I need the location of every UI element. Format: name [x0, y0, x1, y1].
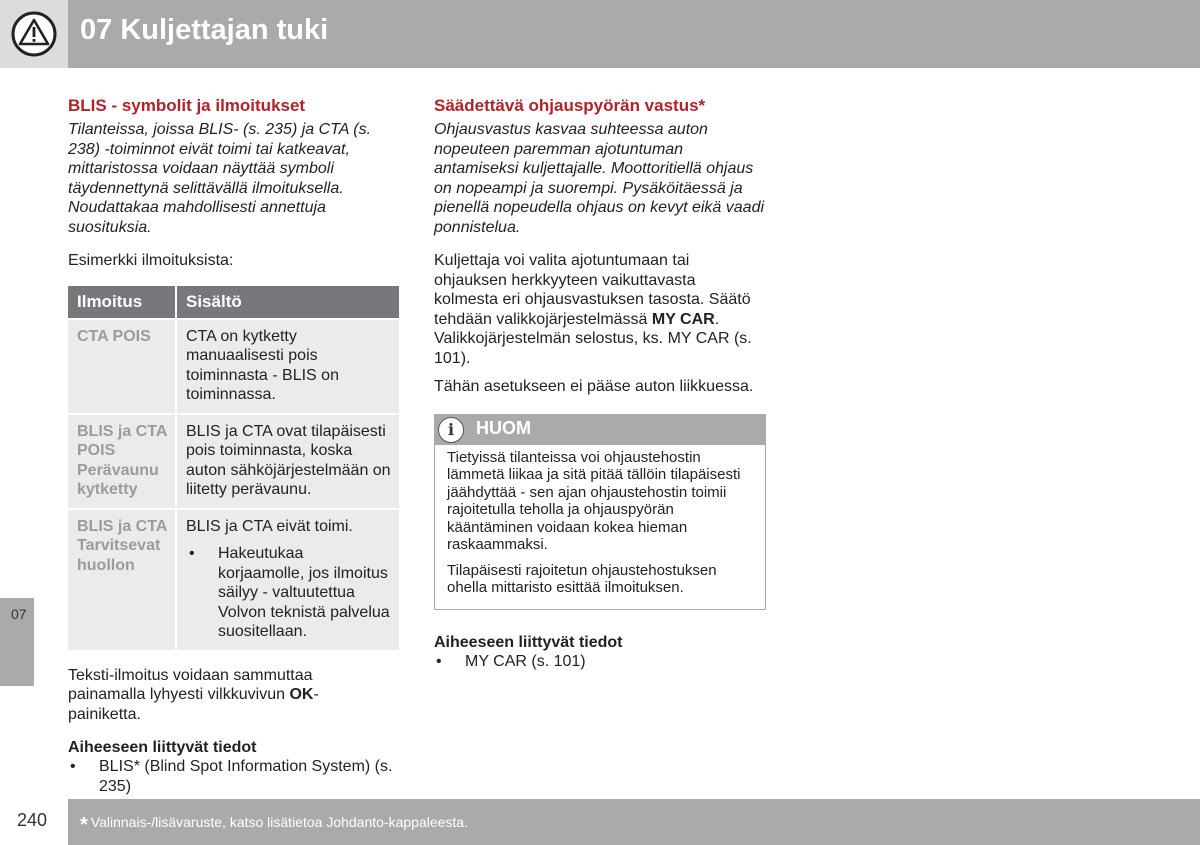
chapter-title: 07 Kuljettajan tuki	[80, 14, 329, 46]
para-text: Kuljettaja voi valita ajotuntumaan tai ohjauksen herkkyyteen vaikuttavasta kolmesta eri ohjausvastuksen tasosta. Säätö tehdään valikkojärjestelmässä	[434, 252, 751, 328]
list-item	[434, 652, 770, 672]
steering-para-2: Tähän asetukseen ei pääse auton liikkuessa.	[434, 378, 754, 395]
page-number: 240	[17, 810, 48, 830]
note-paragraph: Tilapäisesti rajoitetun ohjaustehostuksen ohella mittaristo esittää ilmoituksen.	[447, 561, 717, 596]
column-header-message: Ilmoitus	[68, 286, 177, 318]
info-icon: i	[438, 417, 464, 443]
my-car-label: MY CAR	[651, 310, 715, 328]
note-body	[435, 445, 765, 609]
footer-note	[80, 814, 468, 837]
footer-text: Valinnais-/lisävaruste, katso lisätietoa Johdanto-kappaleesta.	[90, 814, 468, 830]
message-cell: BLIS ja CTA Tarvitsevat huollon	[68, 508, 177, 650]
related-link[interactable]: BLIS* (Blind Spot Information System) (s. 235)	[99, 758, 393, 795]
column-header-content: Sisältö	[177, 286, 399, 318]
messages-table	[68, 286, 399, 650]
bullet-icon: •	[436, 652, 442, 670]
message-cell: CTA POIS	[68, 318, 177, 413]
list-item-text: Hakeutukaa korjaamolle, jos ilmoitus säilyy - valtuutettua Volvon teknistä palvelua suositellaan.	[218, 545, 390, 640]
related-heading: Aiheeseen liittyvät tiedot	[68, 739, 257, 756]
content-cell: CTA on kytketty manuaalisesti pois toiminnasta - BLIS on toiminnassa.	[177, 318, 399, 413]
chapter-side-tab	[0, 598, 34, 686]
chapter-number: 07	[11, 606, 27, 622]
bullet-icon: •	[70, 758, 76, 775]
header-icon-box	[0, 0, 68, 68]
content-text: BLIS ja CTA eivät toimi.	[186, 517, 353, 535]
right-column	[434, 96, 770, 671]
warning-triangle-icon	[0, 0, 68, 68]
list-item	[186, 544, 394, 642]
asterisk: *	[80, 814, 88, 836]
dismiss-instruction	[68, 666, 388, 725]
dismiss-text-end: -painiketta.	[68, 686, 319, 723]
para-text-end: . Valikkojärjestelmän selostus, ks. MY CAR (s. 101).	[434, 310, 752, 367]
steering-para-1	[434, 251, 762, 368]
related-heading: Aiheeseen liittyvät tiedot	[434, 633, 623, 651]
note-box	[434, 414, 766, 610]
steering-intro: Ohjausvastus kasvaa suhteessa auton nopeuteen paremman ajotuntuman antamiseksi kuljettajalle. Moottoritiellä ohjaus on nopeampi ja suorempi. Pysäköitäessä ja pienellä nopeudella ohjaus on kevyt eikä vaadi ponnistelua.	[434, 121, 765, 236]
table-row	[68, 508, 399, 650]
list-item	[68, 757, 403, 796]
bullet-icon: •	[189, 545, 195, 562]
page-header	[0, 0, 1200, 68]
ok-button-label: OK	[289, 686, 314, 703]
table-header-row	[68, 286, 399, 318]
table-row	[68, 318, 399, 413]
message-cell: BLIS ja CTA POIS Perävaunu kytketty	[68, 413, 177, 508]
related-link[interactable]: MY CAR (s. 101)	[465, 652, 586, 670]
table-row	[68, 413, 399, 508]
blis-heading: BLIS - symbolit ja ilmoitukset	[68, 96, 306, 115]
note-header	[435, 415, 765, 445]
blis-intro: Tilanteissa, joissa BLIS- (s. 235) ja CTA (s. 238) -toiminnot eivät toimi tai katkeavat, mittaristossa voidaan näyttää symboli täydennettynä selittävällä ilmoituksella. Noudattakaa mahdollisesti annettuja suosituksia.	[68, 121, 372, 236]
examples-label: Esimerkki ilmoituksista:	[68, 252, 234, 269]
content-cell	[177, 508, 399, 650]
note-title: HUOM	[476, 417, 531, 438]
content-cell: BLIS ja CTA ovat tilapäisesti pois toiminnasta, koska auton sähköjärjestelmään on liitetty perävaunu.	[177, 413, 399, 508]
note-paragraph: Tietyissä tilanteissa voi ohjaustehostin lämmetä liikaa ja sitä pitää tällöin tilapäisesti jäähdyttää - sen ajan ohjaustehostin toimii rajoitetulla teholla ja ohjauspyörän kääntäminen voidaan kokea hieman raskaammaksi.	[447, 448, 741, 553]
dismiss-text: Teksti-ilmoitus voidaan sammuttaa painamalla lyhyesti vilkkuvivun	[68, 666, 313, 703]
left-column	[68, 96, 403, 796]
steering-heading: Säädettävä ohjauspyörän vastus*	[434, 96, 706, 115]
page-footer	[68, 799, 1200, 845]
